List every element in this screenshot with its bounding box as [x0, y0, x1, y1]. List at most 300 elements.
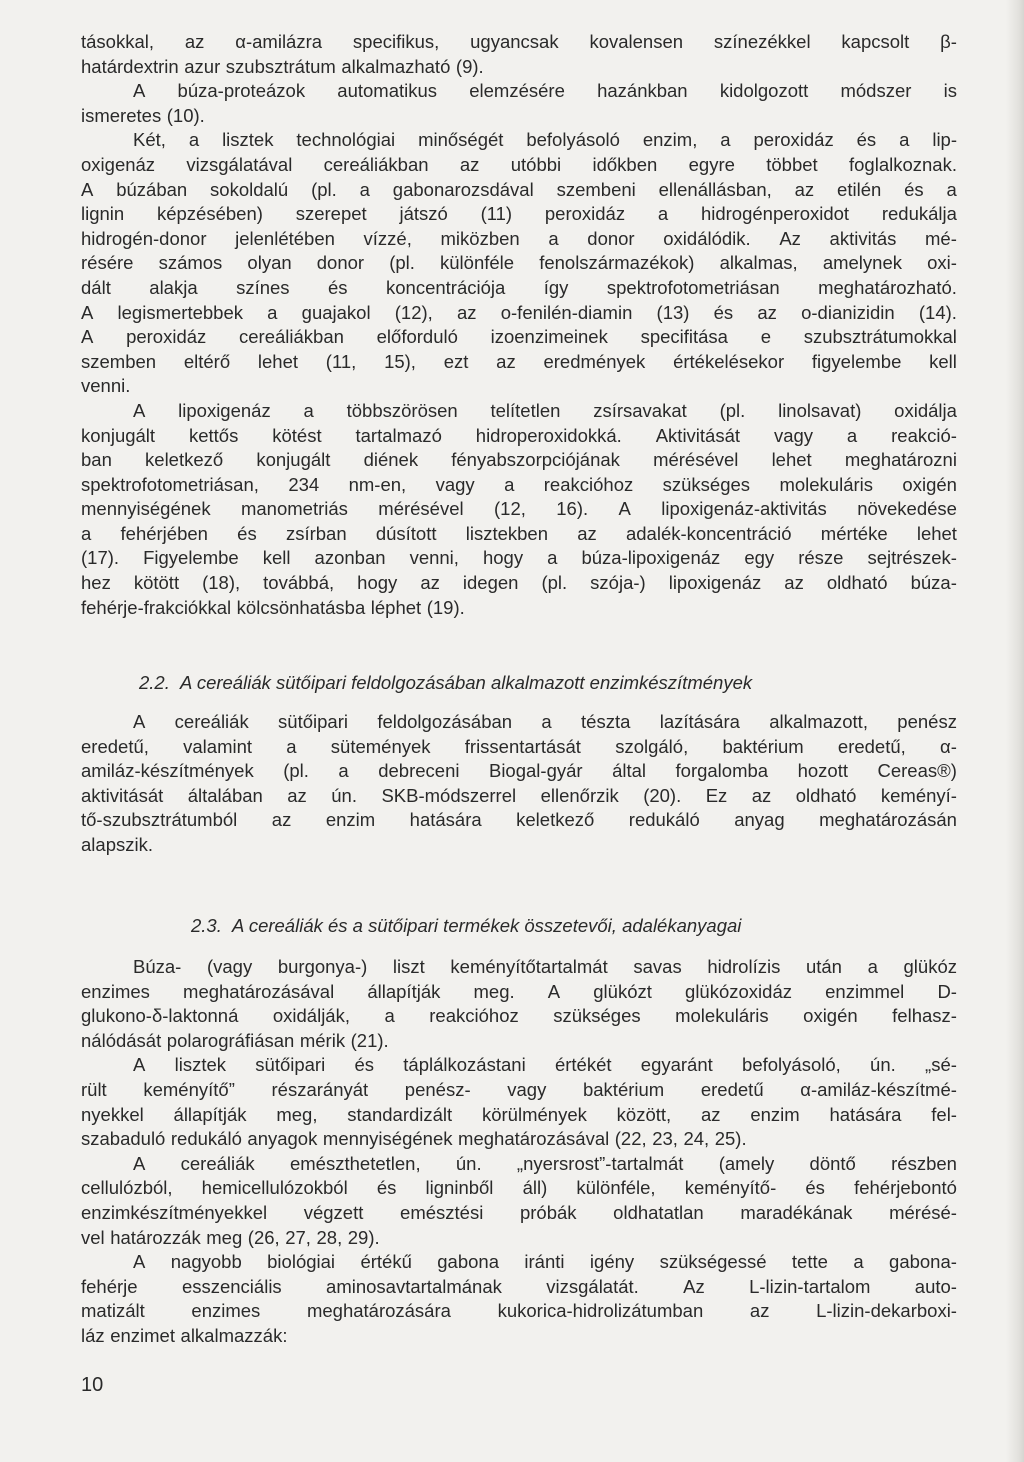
word: szembeni	[556, 178, 636, 200]
word: konjugált	[256, 449, 331, 471]
word: penész	[897, 711, 957, 732]
word: linolsavat)	[778, 399, 862, 421]
word: keményítőtartalmát	[450, 956, 608, 977]
word: végzett	[303, 1201, 364, 1223]
word: lignin	[81, 203, 125, 225]
word: specifitása	[640, 326, 728, 348]
word: donor	[316, 252, 365, 274]
word: búza-lipoxigenáz	[581, 547, 721, 569]
word: enzimes	[191, 1300, 261, 1322]
word: α-amilázra	[235, 31, 323, 52]
word: oxigén	[902, 473, 957, 495]
word: nyekkel	[81, 1103, 144, 1125]
word: lisztekben	[465, 522, 548, 544]
word: enzimet	[110, 1324, 175, 1346]
word: ban	[81, 449, 112, 471]
word: eredetű,	[837, 735, 906, 757]
text-line	[81, 424, 957, 449]
word: a	[267, 301, 278, 323]
word: konjugált	[81, 424, 156, 446]
text-line	[81, 596, 957, 621]
word: specifikus,	[352, 31, 440, 52]
word: (26,	[247, 1226, 280, 1248]
word: színezékkel	[713, 31, 811, 52]
word: guajakol	[301, 301, 371, 323]
word: is	[943, 80, 957, 102]
word: a	[899, 129, 910, 151]
text-line	[81, 1078, 957, 1103]
word: lazítására	[659, 711, 740, 732]
text-line	[81, 1004, 957, 1029]
word: etilén	[837, 178, 882, 200]
text-line	[81, 497, 957, 522]
word: mennyiségének	[322, 1128, 453, 1150]
word: (12,	[494, 498, 526, 520]
word: alkalmazott,	[769, 711, 868, 732]
text-line	[81, 1201, 957, 1226]
section-heading	[139, 671, 752, 695]
word: enzimkészítményekkel	[81, 1201, 268, 1223]
word: így	[543, 276, 569, 298]
word: azur	[184, 55, 221, 77]
text-line	[81, 1152, 957, 1177]
word: foglalkoznak.	[849, 153, 957, 175]
word: után	[805, 956, 842, 977]
word: többszörösen	[346, 399, 458, 421]
word: (pl.	[389, 252, 415, 274]
word: jelenlétében	[235, 227, 335, 249]
word: a	[853, 1251, 864, 1273]
word: (18),	[202, 572, 241, 594]
word: szükséges	[662, 473, 751, 495]
word: szubsztrátum	[225, 55, 336, 77]
text-line	[81, 178, 957, 203]
word: a	[720, 129, 731, 151]
word: sokoldalú	[210, 178, 289, 200]
word: savas	[633, 956, 682, 977]
word: része	[798, 547, 844, 569]
word: „sé-	[925, 1054, 957, 1076]
word: vagy	[773, 424, 814, 446]
word: lisztek	[222, 129, 274, 151]
word: felhasz-	[892, 1005, 957, 1027]
word: léphet	[370, 596, 422, 618]
word: döntő	[809, 1152, 856, 1174]
word: (10).	[166, 104, 205, 126]
word: oxigén	[803, 1005, 858, 1027]
text-line	[81, 571, 957, 596]
word: peroxidáz	[753, 129, 834, 151]
word: lehet	[916, 522, 957, 544]
word: L-lizin-tartalom	[749, 1275, 871, 1297]
word: szubsztrátumokkal	[803, 326, 957, 348]
word: és	[856, 129, 877, 151]
word: reakcióhoz	[429, 1005, 519, 1027]
word: venni.	[81, 375, 131, 397]
word: automatikus	[337, 80, 438, 102]
text-line	[81, 350, 957, 375]
word: enzimes	[81, 980, 150, 1002]
word: búza-proteázok	[177, 80, 306, 102]
word: határozzák	[110, 1226, 201, 1248]
word: ún.	[870, 1054, 896, 1076]
word: cereáliák	[174, 711, 249, 732]
word: meghatározni	[844, 449, 957, 471]
word: zsírsavakat	[593, 399, 687, 421]
word: gabona	[437, 1251, 499, 1273]
word: kölcsönhatásba	[236, 596, 366, 618]
word: peroxidáz	[544, 203, 626, 225]
word: sejtrészek-	[867, 547, 957, 569]
text-line	[81, 1275, 957, 1300]
word: a	[188, 129, 200, 151]
word: 23,	[652, 1128, 678, 1150]
word: tészta	[581, 711, 631, 732]
word: meg.	[473, 980, 515, 1002]
word: a	[548, 227, 559, 249]
word: a	[384, 1005, 395, 1027]
word: hemicellulózokból	[201, 1177, 348, 1199]
text-line	[81, 227, 957, 252]
word: molekuláris	[779, 473, 874, 495]
word: enzim,	[642, 129, 698, 151]
word: egyre	[688, 153, 735, 175]
word: amiláz-készítmények	[81, 760, 254, 782]
word: oxidálódik.	[663, 227, 751, 249]
word: A	[133, 80, 146, 102]
word: hogy	[357, 572, 398, 594]
word: szolgáló,	[615, 735, 689, 757]
text-line	[81, 833, 957, 858]
body-text-block	[81, 30, 957, 620]
word: hatására	[829, 1103, 902, 1125]
word: manometriás	[240, 498, 348, 520]
word: (pl.	[311, 178, 337, 200]
word: peroxidáz	[126, 326, 207, 348]
word: (17).	[81, 547, 120, 569]
word: (20).	[643, 784, 682, 806]
word: 16).	[556, 498, 589, 520]
word: A	[133, 1251, 146, 1273]
word: A	[81, 326, 94, 348]
word: fehérjében	[120, 522, 208, 544]
word: sütőipari	[278, 711, 348, 732]
word: (13)	[656, 301, 690, 323]
word: oxidálja	[894, 399, 957, 421]
word: búza-	[910, 572, 957, 594]
word: hatására	[409, 809, 482, 831]
word: kell	[262, 547, 291, 569]
word: 27,	[285, 1226, 311, 1248]
word: tő-szubsztrátumból	[81, 809, 238, 831]
word: (14).	[918, 301, 957, 323]
word: sütemények	[330, 735, 431, 757]
word: auto-	[914, 1275, 957, 1297]
text-line	[81, 104, 957, 129]
word: Az	[779, 227, 801, 249]
word: kovalensen	[589, 31, 684, 52]
word: emésztési	[400, 1201, 484, 1223]
word: utóbbi	[510, 153, 562, 175]
word: elemzésére	[469, 80, 565, 102]
word: o-fenilén-diamin	[500, 301, 633, 323]
word: koncentrációja	[386, 276, 506, 298]
word: Az	[683, 1275, 705, 1297]
word: által	[612, 760, 647, 782]
word: legismertebbek	[117, 301, 243, 323]
word: kötést	[272, 424, 322, 446]
word: szükséges	[553, 1005, 641, 1027]
word: a	[867, 956, 878, 977]
word: (pl.	[719, 399, 746, 421]
word: a	[846, 424, 858, 446]
word: lipoxigenáz-aktivitás	[661, 498, 827, 520]
word: hazánkban	[597, 80, 688, 102]
word: az	[287, 784, 307, 806]
word: A	[133, 711, 146, 732]
word: az	[700, 1103, 721, 1125]
word: hogy	[482, 547, 524, 569]
word: a	[81, 522, 92, 544]
word: többet	[766, 153, 818, 175]
word: 15),	[384, 350, 416, 372]
word: meghatározható.	[818, 276, 957, 298]
word: szemben	[81, 350, 157, 372]
word: (21).	[350, 1029, 389, 1051]
word: aktivitását	[81, 784, 164, 806]
word: szerepet	[295, 203, 367, 225]
word: ellenőrzik	[540, 784, 619, 806]
word: Biogal-gyár	[488, 760, 583, 782]
word: sütőipari	[255, 1054, 326, 1076]
word: minőségét	[418, 129, 504, 151]
word: 29).	[347, 1226, 380, 1248]
word: dált	[81, 276, 111, 298]
text-line	[81, 251, 957, 276]
word: SKB-módszerrel	[381, 784, 517, 806]
word: az	[496, 350, 516, 372]
word: alakja	[149, 276, 198, 298]
word: telítetlen	[490, 399, 561, 421]
word: a	[303, 399, 314, 421]
word: hez	[81, 572, 111, 594]
word: (amely	[718, 1152, 775, 1174]
word: A	[133, 1054, 146, 1076]
word: kettős	[188, 424, 239, 446]
word: Aktivitását	[655, 424, 741, 446]
word: cereáliák	[180, 1152, 255, 1174]
text-line	[81, 1176, 957, 1201]
text-line	[81, 759, 957, 784]
word: értékelésekor	[673, 350, 785, 372]
word: meg	[206, 1226, 243, 1248]
word: ún.	[331, 784, 357, 806]
word: lipoxigenáz	[178, 399, 271, 421]
word: lip-	[932, 129, 957, 151]
word: oxigenáz	[81, 153, 156, 175]
word: eltérő	[183, 350, 231, 372]
word: az	[794, 178, 815, 200]
word: mérésé-	[889, 1201, 957, 1223]
word: színes	[236, 276, 290, 298]
word: diének	[363, 449, 419, 471]
word: reakció-	[891, 424, 957, 446]
word: valamint	[183, 735, 253, 757]
word: (vagy	[206, 956, 253, 977]
word: β-	[940, 31, 957, 52]
word: hidrogénperoxidot	[700, 203, 850, 225]
word: számos	[158, 252, 223, 274]
word: frissentartását	[464, 735, 581, 757]
word: lisztek	[174, 1054, 227, 1076]
word: az	[757, 301, 777, 323]
section-body	[81, 955, 957, 1349]
word: izoenzimeinek	[490, 326, 608, 348]
text-line	[81, 325, 957, 350]
word: alkalmazzák:	[180, 1324, 288, 1346]
word: (11)	[480, 203, 513, 225]
word: alkalmazható	[341, 55, 451, 77]
word: α-	[940, 735, 957, 757]
word: esszenciális	[181, 1275, 282, 1297]
word: Cereas®)	[877, 760, 957, 782]
word: határdextrin	[81, 55, 179, 77]
word: idegen	[462, 572, 519, 594]
word: értékét	[554, 1054, 612, 1076]
word: hidroperoxidokká.	[475, 424, 622, 446]
word: (9).	[455, 55, 484, 77]
word: búzában	[116, 178, 188, 200]
word: mérésével	[653, 449, 739, 471]
word: különféle,	[576, 1177, 656, 1199]
word: képzésében)	[156, 203, 263, 225]
text-line	[81, 1226, 957, 1251]
word: részben	[891, 1152, 957, 1174]
word: vizsgálatával	[186, 153, 293, 175]
word: figyelembe	[811, 350, 902, 372]
text-line	[81, 1053, 957, 1078]
word: különféle	[440, 252, 515, 274]
word: a	[286, 735, 297, 757]
word: nm-en,	[348, 473, 407, 495]
word: glukono-δ-laktonná	[81, 1005, 239, 1027]
word: meghatározásával	[458, 1128, 610, 1150]
word: kapcsolt	[841, 31, 910, 52]
word: a	[657, 203, 669, 225]
word: glükózoxidáz	[685, 980, 792, 1002]
word: vízzé,	[363, 227, 412, 249]
word: o-dianizidin	[801, 301, 895, 323]
word: maradékának	[740, 1201, 853, 1223]
word: cellulózból,	[81, 1177, 173, 1199]
word: általában	[187, 784, 263, 806]
page-edge-shadow	[1006, 0, 1024, 1462]
word: befolyásoló	[526, 129, 620, 151]
text-line	[81, 30, 957, 55]
word: redukáló	[170, 1128, 242, 1150]
word: burgonya-)	[277, 956, 368, 977]
word: fenolszármazékok)	[539, 252, 695, 274]
word: 25).	[714, 1128, 747, 1150]
word: L-lizin-dekarboxi-	[816, 1300, 957, 1322]
word: meghatározásával	[183, 980, 335, 1002]
word: alapszik.	[81, 833, 153, 855]
word: anyagok	[247, 1128, 318, 1150]
word: 24,	[683, 1128, 710, 1150]
word: spektrofotometriásan,	[81, 473, 259, 495]
word: α-amiláz-készítmé-	[800, 1078, 957, 1100]
word: aminosavtartalmának	[326, 1275, 502, 1297]
word: és	[713, 301, 734, 323]
word: A	[547, 980, 561, 1002]
page-number: 10	[81, 1374, 104, 1396]
word: alkalmas,	[719, 252, 798, 274]
word: kukorica-hidrolizátumban	[497, 1300, 704, 1322]
word: fehérjebontó	[854, 1177, 957, 1199]
word: nagyobb	[170, 1251, 242, 1273]
word: ezt	[443, 350, 469, 372]
text-line	[81, 202, 957, 227]
word: az	[751, 784, 772, 806]
word: egy	[744, 547, 775, 569]
word: keletkező	[145, 449, 224, 471]
word: és	[328, 276, 348, 298]
word: (11,	[325, 350, 357, 372]
word: Figyelembe	[143, 547, 239, 569]
word: tartalmazó	[355, 424, 442, 446]
word: meghatározására	[306, 1300, 451, 1322]
word: polarográfiásan	[166, 1029, 295, 1051]
word: feldolgozásában	[377, 711, 513, 732]
word: lehet	[257, 350, 299, 372]
word: olyan	[247, 252, 292, 274]
word: forgalomba	[675, 760, 769, 782]
word: szükségessé	[659, 1251, 767, 1273]
text-line	[81, 1103, 957, 1128]
word: keményí-	[880, 784, 957, 806]
word: vel	[81, 1226, 105, 1248]
word: vagy	[507, 1078, 547, 1100]
word: fel-	[931, 1103, 957, 1125]
word: A	[81, 301, 94, 323]
word: spektrofotometriásan	[606, 276, 780, 298]
word: módszer	[840, 80, 912, 102]
section-body	[81, 710, 957, 858]
word: A	[618, 498, 631, 520]
word: keményítő-	[684, 1177, 777, 1199]
word: játszó	[399, 203, 448, 225]
word: és	[354, 1054, 375, 1076]
word: és	[805, 1177, 825, 1199]
word: 234	[288, 473, 320, 495]
word: növekedése	[857, 498, 957, 520]
word: Ez	[705, 784, 728, 806]
word: részarányát	[271, 1078, 369, 1100]
word: az	[420, 572, 440, 594]
word: biológiai	[267, 1251, 336, 1273]
word: igény	[589, 1251, 635, 1273]
word: továbbá,	[263, 572, 335, 594]
text-line	[81, 1250, 957, 1275]
word: adalék-koncentráció	[625, 522, 792, 544]
word: eredetű,	[81, 735, 149, 757]
word: donor	[587, 227, 635, 249]
word: mértéke	[820, 522, 888, 544]
word: meghatározásán	[819, 809, 957, 831]
word: mérik	[299, 1029, 346, 1051]
word: redukáló	[628, 809, 700, 831]
section-heading	[191, 914, 741, 938]
